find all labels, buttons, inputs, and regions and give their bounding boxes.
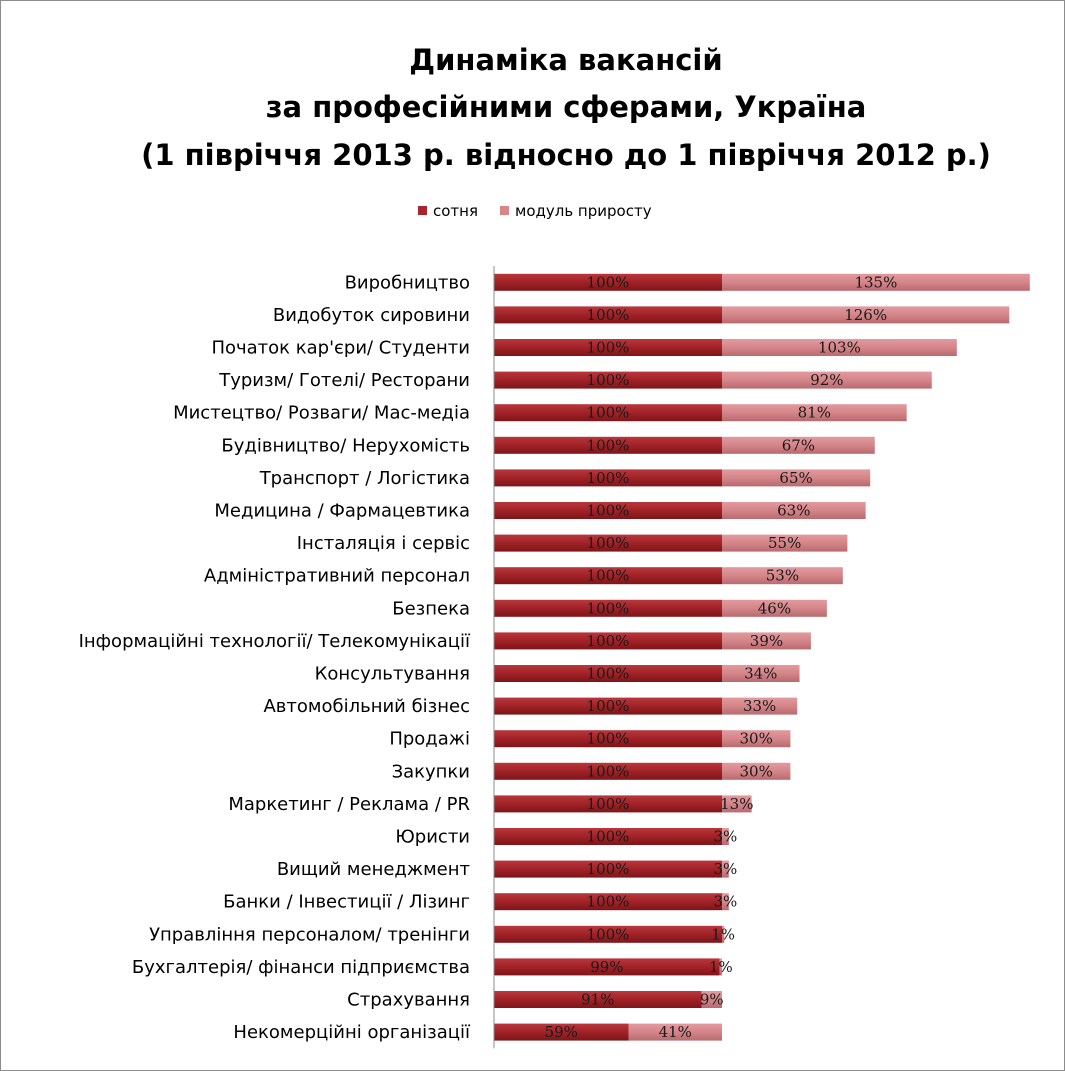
category-label: Некомерційні організації [233, 1022, 470, 1044]
data-label-series-2: 9% [699, 990, 724, 1009]
category-label: Безпека [392, 598, 470, 620]
category-label: Транспорт / Логістика [259, 467, 470, 489]
data-label-series-2: 135% [854, 273, 898, 292]
category-label: Туризм/ Готелі/ Ресторани [219, 370, 470, 392]
category-label: Закупки [391, 761, 470, 783]
data-label-series-1: 100% [586, 501, 630, 520]
category-label: Мистецтво/ Розваги/ Мас-медіа [173, 402, 470, 424]
data-label-series-1: 100% [586, 599, 630, 618]
data-label-series-1: 100% [586, 468, 630, 487]
category-label: Бухгалтерія/ фінанси підприємства [131, 956, 470, 978]
title-line-3: (1 півріччя 2013 р. відносно до 1 півріччя 2012 р.) [141, 138, 991, 172]
data-label-series-2: 3% [713, 827, 738, 846]
data-label-series-2: 1% [711, 925, 736, 944]
data-label-series-1: 100% [586, 892, 630, 911]
data-label-series-2: 30% [739, 762, 773, 781]
data-label-series-1: 100% [586, 436, 630, 455]
category-label: Початок кар'єри/ Студенти [211, 337, 470, 359]
data-label-series-2: 46% [757, 599, 792, 618]
data-label-series-2: 81% [797, 403, 832, 422]
category-label: Маркетинг / Реклама / PR [228, 793, 470, 815]
category-label: Медицина / Фармацевтика [214, 500, 470, 522]
category-label: Інформаційні технології/ Телекомунікації [78, 630, 470, 652]
data-label-series-2: 63% [777, 501, 811, 520]
data-label-series-1: 91% [581, 990, 615, 1009]
data-label-series-2: 3% [713, 860, 738, 879]
data-label-series-2: 92% [810, 371, 844, 390]
title-line-2: за професійними сферами, Україна [265, 90, 867, 124]
data-label-series-2: 33% [742, 697, 777, 716]
data-label-series-1: 100% [586, 338, 630, 357]
data-label-series-1: 100% [586, 827, 630, 846]
data-label-series-1: 100% [586, 305, 630, 324]
category-label: Продажі [389, 728, 470, 750]
data-label-series-1: 100% [586, 534, 630, 553]
legend [418, 202, 652, 220]
category-label: Виробництво [344, 272, 470, 294]
category-label: Вищий менеджмент [276, 859, 470, 881]
data-label-series-2: 55% [768, 534, 802, 553]
data-label-series-2: 103% [817, 338, 861, 357]
category-label: Консультування [314, 663, 470, 685]
data-label-series-1: 100% [586, 925, 630, 944]
chart-title [141, 43, 991, 172]
data-label-series-2: 1% [708, 957, 733, 976]
legend-label-series-1: сотня [433, 202, 478, 220]
legend-label-series-2: модуль приросту [515, 202, 652, 220]
category-label: Управління персоналом/ тренінги [149, 924, 470, 946]
legend-swatch-series-1 [418, 206, 427, 215]
category-label: Будівництво/ Нерухомість [221, 435, 470, 457]
data-label-series-1: 59% [544, 1023, 578, 1042]
category-label: Видобуток сировини [272, 304, 470, 326]
category-label: Автомобільний бізнес [263, 696, 470, 718]
category-label: Інсталяція і сервіс [296, 533, 470, 555]
category-label: Страхування [347, 989, 470, 1011]
data-label-series-1: 100% [586, 273, 630, 292]
data-label-series-2: 3% [713, 892, 738, 911]
data-label-series-1: 100% [586, 403, 630, 422]
data-label-series-2: 13% [720, 794, 754, 813]
category-label: Адміністративний персонал [203, 565, 470, 587]
data-label-series-1: 100% [586, 794, 630, 813]
plot-area [79, 266, 1030, 1048]
data-label-series-1: 100% [586, 631, 630, 650]
data-label-series-1: 100% [586, 664, 630, 683]
data-label-series-1: 100% [586, 762, 630, 781]
data-label-series-1: 100% [586, 729, 630, 748]
data-label-series-2: 126% [844, 305, 888, 324]
data-label-series-2: 39% [749, 631, 784, 650]
data-label-series-2: 65% [779, 468, 813, 487]
data-label-series-2: 34% [744, 664, 778, 683]
title-line-1: Динаміка вакансій [409, 43, 723, 77]
data-label-series-2: 41% [658, 1023, 692, 1042]
legend-swatch-series-2 [500, 206, 509, 215]
data-label-series-1: 100% [586, 371, 630, 390]
category-label: Банки / Інвестиції / Лізинг [223, 891, 470, 913]
data-label-series-2: 30% [739, 729, 773, 748]
data-label-series-1: 100% [586, 566, 630, 585]
data-label-series-1: 99% [590, 957, 624, 976]
category-label: Юристи [395, 826, 470, 848]
data-label-series-2: 53% [765, 566, 800, 585]
data-label-series-2: 67% [781, 436, 816, 455]
data-label-series-1: 100% [586, 860, 630, 879]
data-label-series-1: 100% [586, 697, 630, 716]
